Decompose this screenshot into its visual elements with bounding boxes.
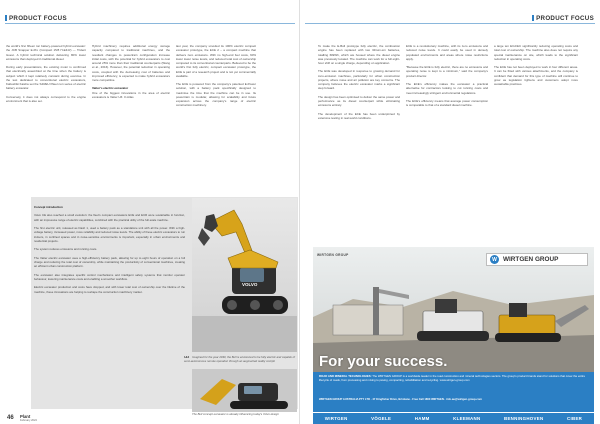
section-header-label: PRODUCT FOCUS (536, 15, 594, 22)
article-column-4 (318, 44, 400, 242)
article-column-1 (6, 44, 86, 194)
svg-text:VOLVO: VOLVO (242, 282, 258, 287)
concept-excavator-photo (192, 198, 297, 352)
paragraph: Conversely, it does not always correspond to the engine environment that is also set. (6, 94, 86, 104)
photo-caption-2: The Bull concept excavator is already influencing today's Volvo design (192, 412, 279, 416)
sidebar-body (34, 205, 185, 298)
ad-contact[interactable]: WIRTGEN GROUP AUSTRALIA PTY LTD · 47 Kingfisher Drive, Brisbane · Free Call 1800 WIRTGEN · info.au@wirtgen-group.com (319, 398, 482, 401)
paragraph: The ECE has not been deployed to work in four different areas. It can be fitted with various attachments, and the company is confident that demand for this type of machine will continue to grow as legislation tightens and customers adopt more sustainable practices. (494, 65, 578, 87)
paragraph: The ECE's efficiency makes the excavator a practical alternative for contractors looking to cut running costs and meet increasingly stringent environmental regulations. (406, 82, 488, 95)
paragraph: ECE is a revolutionary machine, with its zero emissions and reduced noise levels. It could easily be used in densely populated environments and areas where noise restrictions apply. (406, 44, 488, 61)
paragraph: The ECE's efficiency means that average power consumption is comparable to that of a standard diesel machine. (406, 99, 488, 108)
concept-excavator-detail-illustration (192, 369, 297, 412)
issue-date: February 2024 (20, 418, 37, 422)
wirtgen-logo-text: WIRTGEN GROUP (503, 256, 559, 263)
brand-vogele: VÖGELE (371, 416, 392, 421)
paragraph: the world's first fifteen ton battery-powered hybrid excavator: the JCB Snapper E-Pro (Compact 15/8 H-EZ-R) — Trident Guest. A hybrid technical solution delivering 80% lower emissions than deployed in traditional diesel. (6, 44, 86, 61)
paragraph: "Because the ECE is fully electric, there are no emissions and operating noise is kept to a minimum," said the company's product director. (406, 65, 488, 78)
ad-description (319, 375, 593, 382)
concept-excavator-detail-photo (192, 369, 297, 412)
paragraph: The ECE is powered from the company's patented E-Power solution, with a battery pack specifically designed to maximise the time that the machine can be in use. Its powertrain is modular, allowing for scalability and future expansion across the company's range of electric construction machinery. (176, 82, 256, 108)
sidebar-title: Concept introduction (34, 205, 63, 209)
brand-benninghoven: BENNINGHOVEN (503, 416, 544, 421)
paragraph: The excavator also integrates specific control mechanisms and intelligent safety systems that monitor operator behaviour, lowering maintenance costs and enabling a smoother workflow. (34, 272, 185, 281)
paragraph: To make the E-Bull prototype fully electric, the combustion engine has been replaced with two lithium-ion batteries, totalling 68kWh, which are housed where the diesel engine was previously located. The machine can work for a full eight-hour shift on a single charge, depending on application. (318, 44, 400, 65)
wirtgen-logo[interactable] (486, 253, 588, 266)
paragraph: last year, the company unveiled its 100% electric compact excavator prototype, the ECE 2 – a compact machine that delivers zero emissions. With no high-end fuel costs, 60% lower lower noise levels, and reduced total cost of ownership compared to its conventional counterparts. Believed to be the world's first fully electric, compact excavator prototype, the ECE is part of a research project and is not yet commercially available. (176, 44, 256, 78)
paragraph: The first electric unit, released as Dash 1, used a battery pack as a standalone unit with all the power. With a high-voltage battery, increased power, more reliability and reduced noise levels. The ability of these electric excavators to run indoors, in confined spaces and in noise-sensitive environments is important, especially in urban environments and residential projects. (34, 226, 185, 243)
wirtgen-advertisement[interactable] (313, 247, 594, 424)
ad-brand-strip (313, 412, 594, 424)
header-accent-bar (5, 15, 7, 21)
paragraph: The system reduces emissions and running costs. (34, 247, 98, 252)
ad-description-text: The WIRTGEN GROUP is a worldwide leader in the road construction and mineral technologies sectors. The group's product brands stand for solutions that cover the entire lifecycle of roads, from processing and mixing to paving, compacting, rehabilitation and recycling. www.wirtgen-group.com (319, 374, 586, 382)
ad-headline: For your success. (319, 353, 448, 370)
article-column-5 (406, 44, 488, 242)
ad-tag: WIRTGEN GROUP (317, 253, 349, 257)
caption-text: Imagined for the year 2030, the Bull is envisioned to be fully electric and capable of semi-autonomous remote operation through an augmented reality cockpit (184, 355, 295, 363)
brand-ciber: CIBER (566, 416, 583, 421)
brand-hamm: HAMM (414, 416, 430, 421)
caption-number: 1&2 (184, 355, 190, 359)
paragraph: Hybrid machinery requires additional energy storage capacity compared to traditional machines, and the resultant changes to powertrain configuration increase initial costs, with the potential for hybrid excavators to cost around 25% more than their traditional counterparts (Wang et al., 2016). However, the potential reduction in operating costs, coupled with the decreasing cost of batteries and improved efficiency, is expected to make hybrid excavators more competitive. (92, 44, 170, 82)
paragraph: Electric excavator production and costs have dropped, and with lower total cost of ownership over the lifetime of the machine, these innovations are helping to reshape the construction machinery market. (34, 285, 185, 294)
paragraph: During early presentations, the existing motor is confirmed that electrically assembled at the time when the battery is subject which it kept relatively constant during exercise. In the test dedicated to conventional electric excavators, Kabushiki Kaisha set the S40/EU fifteen ton series of electric battery excavator. (6, 65, 86, 91)
paragraph: The Vatter electric excavator uses a high-efficiency battery pack, allowing for up to eight hours of operation on a full charge and reducing the total cost of ownership, while maintaining the productivity of conventional machines, creating an efficient urban construction platform. (34, 255, 185, 269)
publication-name: Plant (20, 414, 31, 419)
section-header (5, 15, 67, 22)
paragraph: The ECE was developed in response to growing demand for zero-emission machines, particularly for urban construction projects, where noise and air pollution are key concerns. The company believes the electric excavator marks a significant step forward. (318, 69, 400, 91)
subheading: Vatter's electric excavator (92, 86, 129, 91)
article-column-3 (176, 44, 256, 194)
section-header-right (532, 15, 594, 22)
brand-kleemann: KLEEMANN (453, 416, 481, 421)
header-rule (305, 23, 595, 24)
ad-description-lead: ROAD AND MINERAL TECHNOLOGIES: (319, 374, 372, 378)
concept-excavator-illustration (192, 198, 297, 352)
paragraph: a large ten ECA/EC significantly reducing operating costs and total cost of ownership. The machine also does not require any special maintenance on site, which leads to the significant reduction in operating costs. (494, 44, 578, 61)
right-page (300, 0, 600, 424)
paragraph: Volvo CE also reached a small evolution: the fleet's compact excavators ECE and ECR were sustainable in function, with an impressive range of electric capabilities, combined with the practical utility of the full-scale machine. (34, 213, 185, 222)
paragraph: One of the biggest innovations in the area of electric excavators is Vatter UZ. In Atlas (92, 90, 170, 99)
section-header-label: PRODUCT FOCUS (9, 15, 67, 22)
brand-wirtgen: WIRTGEN (324, 416, 348, 421)
paragraph: The development of the ECE has been underpinned by extensive testing in real-world conditions. (318, 111, 400, 121)
page-number: 46 (7, 415, 14, 421)
header-accent-bar (532, 15, 534, 21)
wirtgen-logo-icon: W (490, 255, 499, 264)
article-column-6 (494, 44, 578, 242)
header-rule (5, 23, 295, 24)
paragraph: The design has been optimised to deliver the same power and performance as its diesel counterpart while eliminating emissions entirely. (318, 94, 400, 108)
article-column-2 (92, 44, 170, 194)
ad-info-band (313, 372, 594, 412)
photo-caption-1 (184, 355, 297, 363)
